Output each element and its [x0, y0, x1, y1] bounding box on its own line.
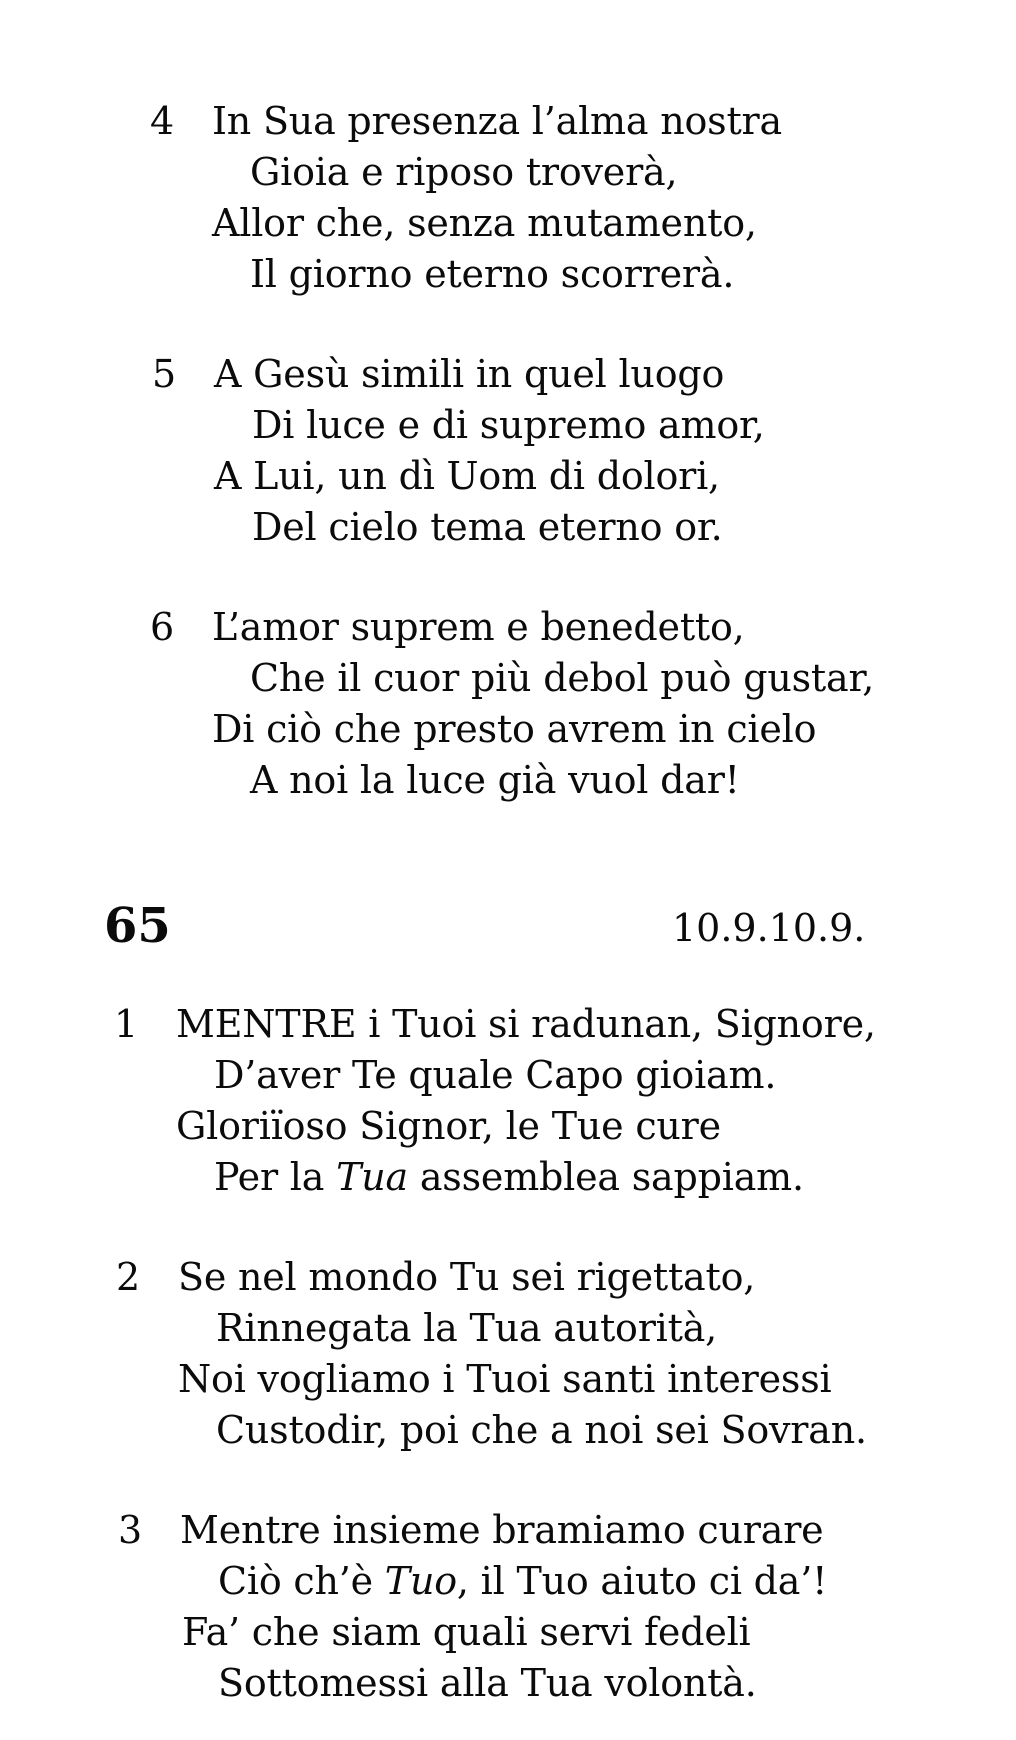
verse-line: Il giorno eterno scorrerà.: [250, 252, 735, 296]
verse-line: Rinnegata la Tua autorità,: [216, 1306, 718, 1350]
stanza-number: 5: [152, 352, 177, 396]
verse-line: Che il cuor più debol può gustar,: [250, 656, 875, 700]
verse-line: A Lui, un dì Uom di dolori,: [214, 454, 720, 498]
verse-line: Di ciò che presto avrem in cielo: [212, 707, 817, 751]
verse-line: Se nel mondo Tu sei rigettato,: [178, 1255, 756, 1299]
verse-line: Custodir, poi che a noi sei Sovran.: [216, 1408, 867, 1452]
verse-text: , il Tuo aiuto ci da’!: [456, 1559, 828, 1603]
stanza-number: 1: [114, 1002, 139, 1046]
verse-line: A Gesù simili in quel luogo: [214, 352, 725, 396]
verse-line: [214, 1153, 804, 1201]
verse-line: A noi la luce già vuol dar!: [250, 758, 740, 802]
stanza-number: 4: [150, 99, 175, 143]
emphasized-word: Tuo: [384, 1559, 457, 1603]
verse-line: Gioia e riposo troverà,: [250, 150, 678, 194]
verse-line: Del cielo tema eterno or.: [252, 505, 723, 549]
stanza-number: 2: [116, 1255, 141, 1299]
verse-text: assemblea sappiam.: [407, 1155, 804, 1199]
hymn-number: 65: [104, 898, 171, 954]
verse-line: D’aver Te quale Capo gioiam.: [214, 1053, 777, 1097]
verse-line: In Sua presenza l’alma nostra: [212, 99, 782, 143]
verse-line: Sottomessi alla Tua volontà.: [218, 1661, 757, 1705]
emphasized-word: Tua: [336, 1155, 408, 1199]
verse-line: Gloriïoso Signor, le Tue cure: [176, 1104, 721, 1148]
verse-line: Noi vogliamo i Tuoi santi interessi: [178, 1357, 832, 1401]
verse-line: Di luce e di supremo amor,: [252, 403, 765, 447]
verse-line: L’amor suprem e benedetto,: [212, 605, 745, 649]
verse-line: [218, 1557, 827, 1605]
verse-line: Allor che, senza mutamento,: [212, 201, 757, 245]
stanza-number: 3: [118, 1508, 143, 1552]
hymn-meter: 10.9.10.9.: [672, 906, 866, 950]
verse-line: MENTRE i Tuoi si radunan, Signore,: [176, 1002, 876, 1046]
verse-text: Per la: [214, 1155, 337, 1199]
verse-line: Mentre insieme bramiamo curare: [180, 1508, 824, 1552]
stanza-number: 6: [150, 605, 175, 649]
verse-line: Fa’ che siam quali servi fedeli: [182, 1610, 751, 1654]
verse-text: Ciò ch’è: [218, 1559, 385, 1603]
